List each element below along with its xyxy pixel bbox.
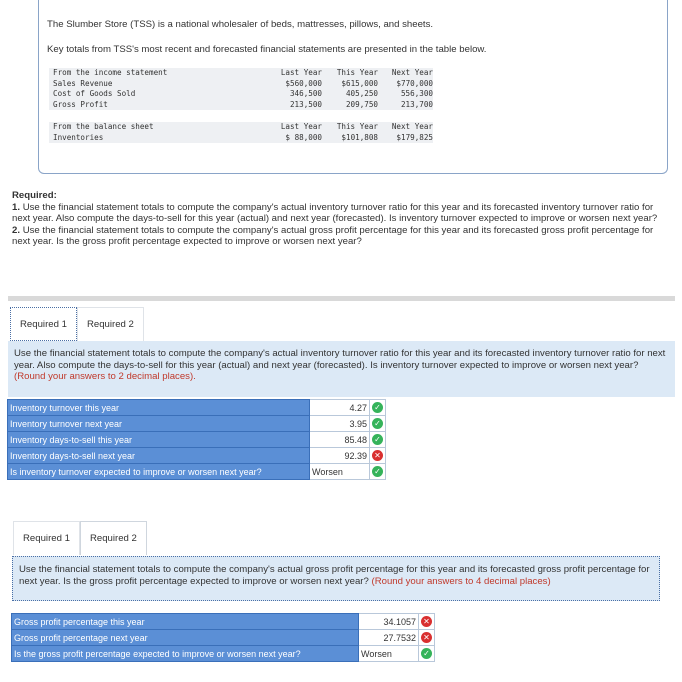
tab-required-2[interactable]: Required 2 bbox=[80, 521, 147, 555]
correct-check-icon: ✓ bbox=[370, 400, 386, 416]
required-title: Required: bbox=[12, 190, 57, 201]
answer-table-part-1 bbox=[7, 399, 386, 480]
table-row: Inventories $ 88,000 $101,808 $179,825 bbox=[53, 132, 433, 142]
row-label: Is the gross profit percentage expected to improve or worsen next year? bbox=[12, 646, 359, 662]
question-part-2: Use the financial statement totals to compute the company's actual gross profit percentage for this year and its forecasted gross profit percentage for next year. Is the gross profit percentage expected to improve or worsen next year? (Round your answers to 4 decimal places) bbox=[12, 556, 660, 601]
table-row bbox=[8, 448, 386, 464]
tab-required-1[interactable]: Required 1 bbox=[10, 307, 77, 341]
table-row bbox=[8, 400, 386, 416]
correct-check-icon: ✓ bbox=[370, 464, 386, 480]
correct-check-icon: ✓ bbox=[370, 416, 386, 432]
gp-percentage-this-year-input[interactable]: 34.1057 bbox=[359, 614, 419, 630]
income-statement-table bbox=[49, 68, 433, 110]
required-item-2: 2. Use the financial statement totals to compute the company's actual gross profit percentage for this year and its forecasted gross profit percentage for next year. Is the gross profit percentage expected to improve or worsen next year? bbox=[12, 224, 654, 248]
section-divider-bar bbox=[8, 296, 675, 301]
improve-or-worsen-select[interactable]: Worsen bbox=[310, 464, 370, 480]
table-row bbox=[8, 464, 386, 480]
tab-bar-part-2 bbox=[13, 521, 147, 555]
required-instructions bbox=[12, 190, 672, 248]
turnover-next-year-input[interactable]: 3.95 bbox=[310, 416, 370, 432]
incorrect-x-icon: ✕ bbox=[370, 448, 386, 464]
rounding-instruction: (Round your answers to 4 decimal places) bbox=[371, 575, 551, 587]
tab-required-1[interactable]: Required 1 bbox=[13, 521, 80, 555]
days-to-sell-next-year-input[interactable]: 92.39 bbox=[310, 448, 370, 464]
problem-intro-box bbox=[38, 0, 668, 174]
incorrect-x-icon: ✕ bbox=[419, 630, 435, 646]
table-header-row: From the balance sheet Last Year This Year Next Year bbox=[53, 122, 433, 131]
gp-improve-or-worsen-select[interactable]: Worsen bbox=[359, 646, 419, 662]
incorrect-x-icon: ✕ bbox=[419, 614, 435, 630]
intro-line-1: The Slumber Store (TSS) is a national wholesaler of beds, mattresses, pillows, and sheets. bbox=[47, 19, 434, 30]
row-label: Is inventory turnover expected to improve or worsen next year? bbox=[8, 464, 310, 480]
correct-check-icon: ✓ bbox=[370, 432, 386, 448]
table-row bbox=[12, 646, 435, 662]
table-row bbox=[12, 614, 435, 630]
table-row: Gross Profit 213,500 209,750 213,700 bbox=[53, 99, 433, 109]
correct-check-icon: ✓ bbox=[419, 646, 435, 662]
table-header-row: From the income statement Last Year This Year Next Year bbox=[53, 68, 433, 77]
rounding-instruction: (Round your answers to 2 decimal places). bbox=[14, 371, 196, 383]
turnover-this-year-input[interactable]: 4.27 bbox=[310, 400, 370, 416]
days-to-sell-this-year-input[interactable]: 85.48 bbox=[310, 432, 370, 448]
tab-bar-part-1 bbox=[10, 307, 144, 341]
row-label: Inventory turnover next year bbox=[8, 416, 310, 432]
table-row bbox=[8, 432, 386, 448]
balance-sheet-table bbox=[49, 122, 433, 143]
table-row: Cost of Goods Sold 346,500 405,250 556,300 bbox=[53, 89, 433, 98]
required-item-1: 1. Use the financial statement totals to compute the company's actual inventory turnover ratio for this year and its forecasted inventory turnover ratio for next year. Also compute the days-to-sell for this year (actual) and next year (forecasted). Is inventory turnover expected to improve or worsen next year? bbox=[12, 201, 658, 225]
question-part-1: Use the financial statement totals to compute the company's actual inventory turnover ratio for this year and its forecasted inventory turnover ratio for next year. Also compute the days-to-sell for this year (actual) and next year (forecasted). Is inventory turnover expected to improve or worsen next year? (Round your answers to 2 decimal places). bbox=[8, 341, 675, 397]
row-label: Inventory days-to-sell next year bbox=[8, 448, 310, 464]
answer-table-part-2 bbox=[11, 613, 435, 662]
table-row bbox=[12, 630, 435, 646]
table-row: Sales Revenue $560,000 $615,000 $770,000 bbox=[53, 78, 433, 88]
table-row bbox=[8, 416, 386, 432]
intro-line-2: Key totals from TSS's most recent and forecasted financial statements are presented in the table below. bbox=[47, 44, 487, 55]
row-label: Gross profit percentage this year bbox=[12, 614, 359, 630]
gp-percentage-next-year-input[interactable]: 27.7532 bbox=[359, 630, 419, 646]
row-label: Inventory turnover this year bbox=[8, 400, 310, 416]
tab-required-2[interactable]: Required 2 bbox=[77, 307, 144, 341]
row-label: Inventory days-to-sell this year bbox=[8, 432, 310, 448]
row-label: Gross profit percentage next year bbox=[12, 630, 359, 646]
